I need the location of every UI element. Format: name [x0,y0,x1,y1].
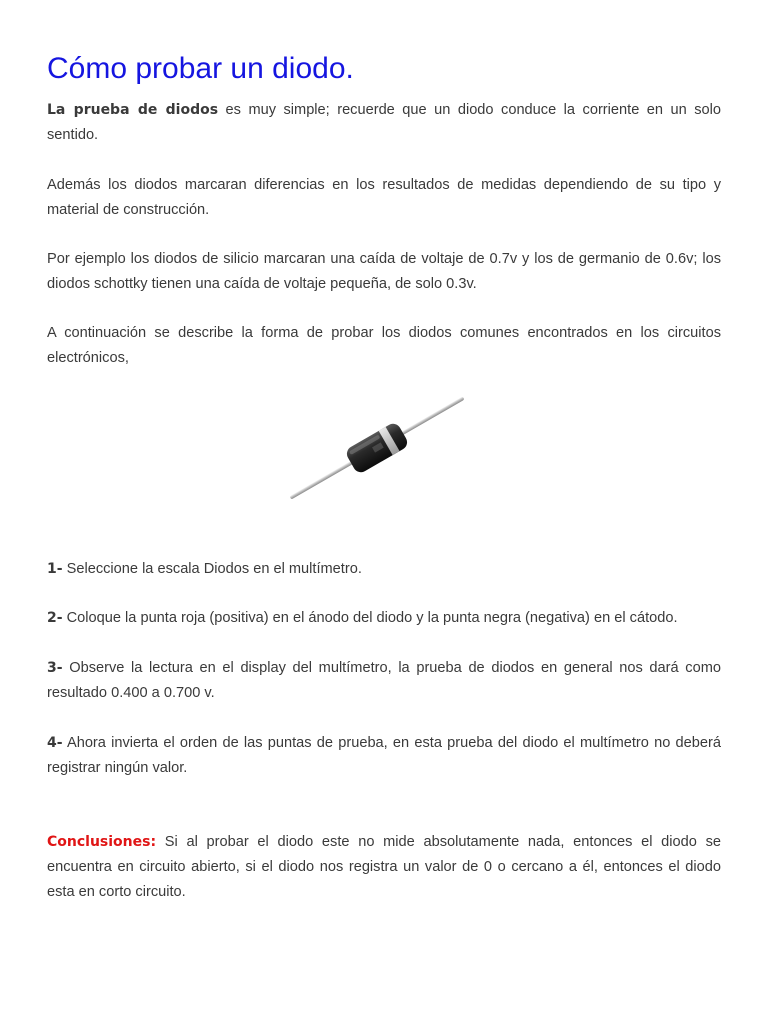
step-number: 2- [47,610,63,626]
step-text: Coloque la punta roja (positiva) en el ánodo del diodo y la punta negra (negativa) en el cátodo. [62,610,678,626]
step-text: Seleccione la escala Diodos en el multímetro. [62,561,362,577]
paragraph-materials: Además los diodos marcaran diferencias en los resultados de medidas dependiendo de su tipo y material de construcción. [47,177,721,218]
step-number: 1- [47,561,63,577]
step-text: Ahora invierta el orden de las puntas de prueba, en esta prueba del diodo el multímetro no deberá registrar ningún valor. [47,735,721,776]
page-title: Cómo probar un diodo. [47,52,354,85]
paragraph-description: A continuación se describe la forma de probar los diodos comunes encontrados en los circuitos electrónicos, [47,325,721,366]
conclusion-label: Conclusiones: [47,834,157,850]
conclusion-paragraph [47,830,721,905]
diode-component-image [287,392,467,504]
intro-paragraph [47,98,721,148]
step-4 [47,731,721,781]
step-number: 3- [47,660,63,676]
paragraph-voltage-drop: Por ejemplo los diodos de silicio marcaran una caída de voltaje de 0.7v y los de germanio de 0.6v; los diodos schottky tienen una caída de voltaje pequeña, de solo 0.3v. [47,251,721,292]
step-text: Observe la lectura en el display del multímetro, la prueba de diodos en general nos dará como resultado 0.400 a 0.700 v. [47,660,721,701]
step-3 [47,656,721,706]
intro-lead-rest: es muy simple; recuerde que un diodo conduce la corriente en un solo sentido. [47,102,721,143]
step-2 [47,606,721,631]
step-number: 4- [47,735,63,751]
intro-lead-bold: La prueba de diodos [47,102,219,118]
conclusion-text: Si al probar el diodo este no mide absolutamente nada, entonces el diodo se encuentra en circuito abierto, si el diodo nos registra un valor de 0 o cercano a él, entonces el diodo esta en corto circuito. [47,834,721,900]
step-1 [47,557,721,582]
